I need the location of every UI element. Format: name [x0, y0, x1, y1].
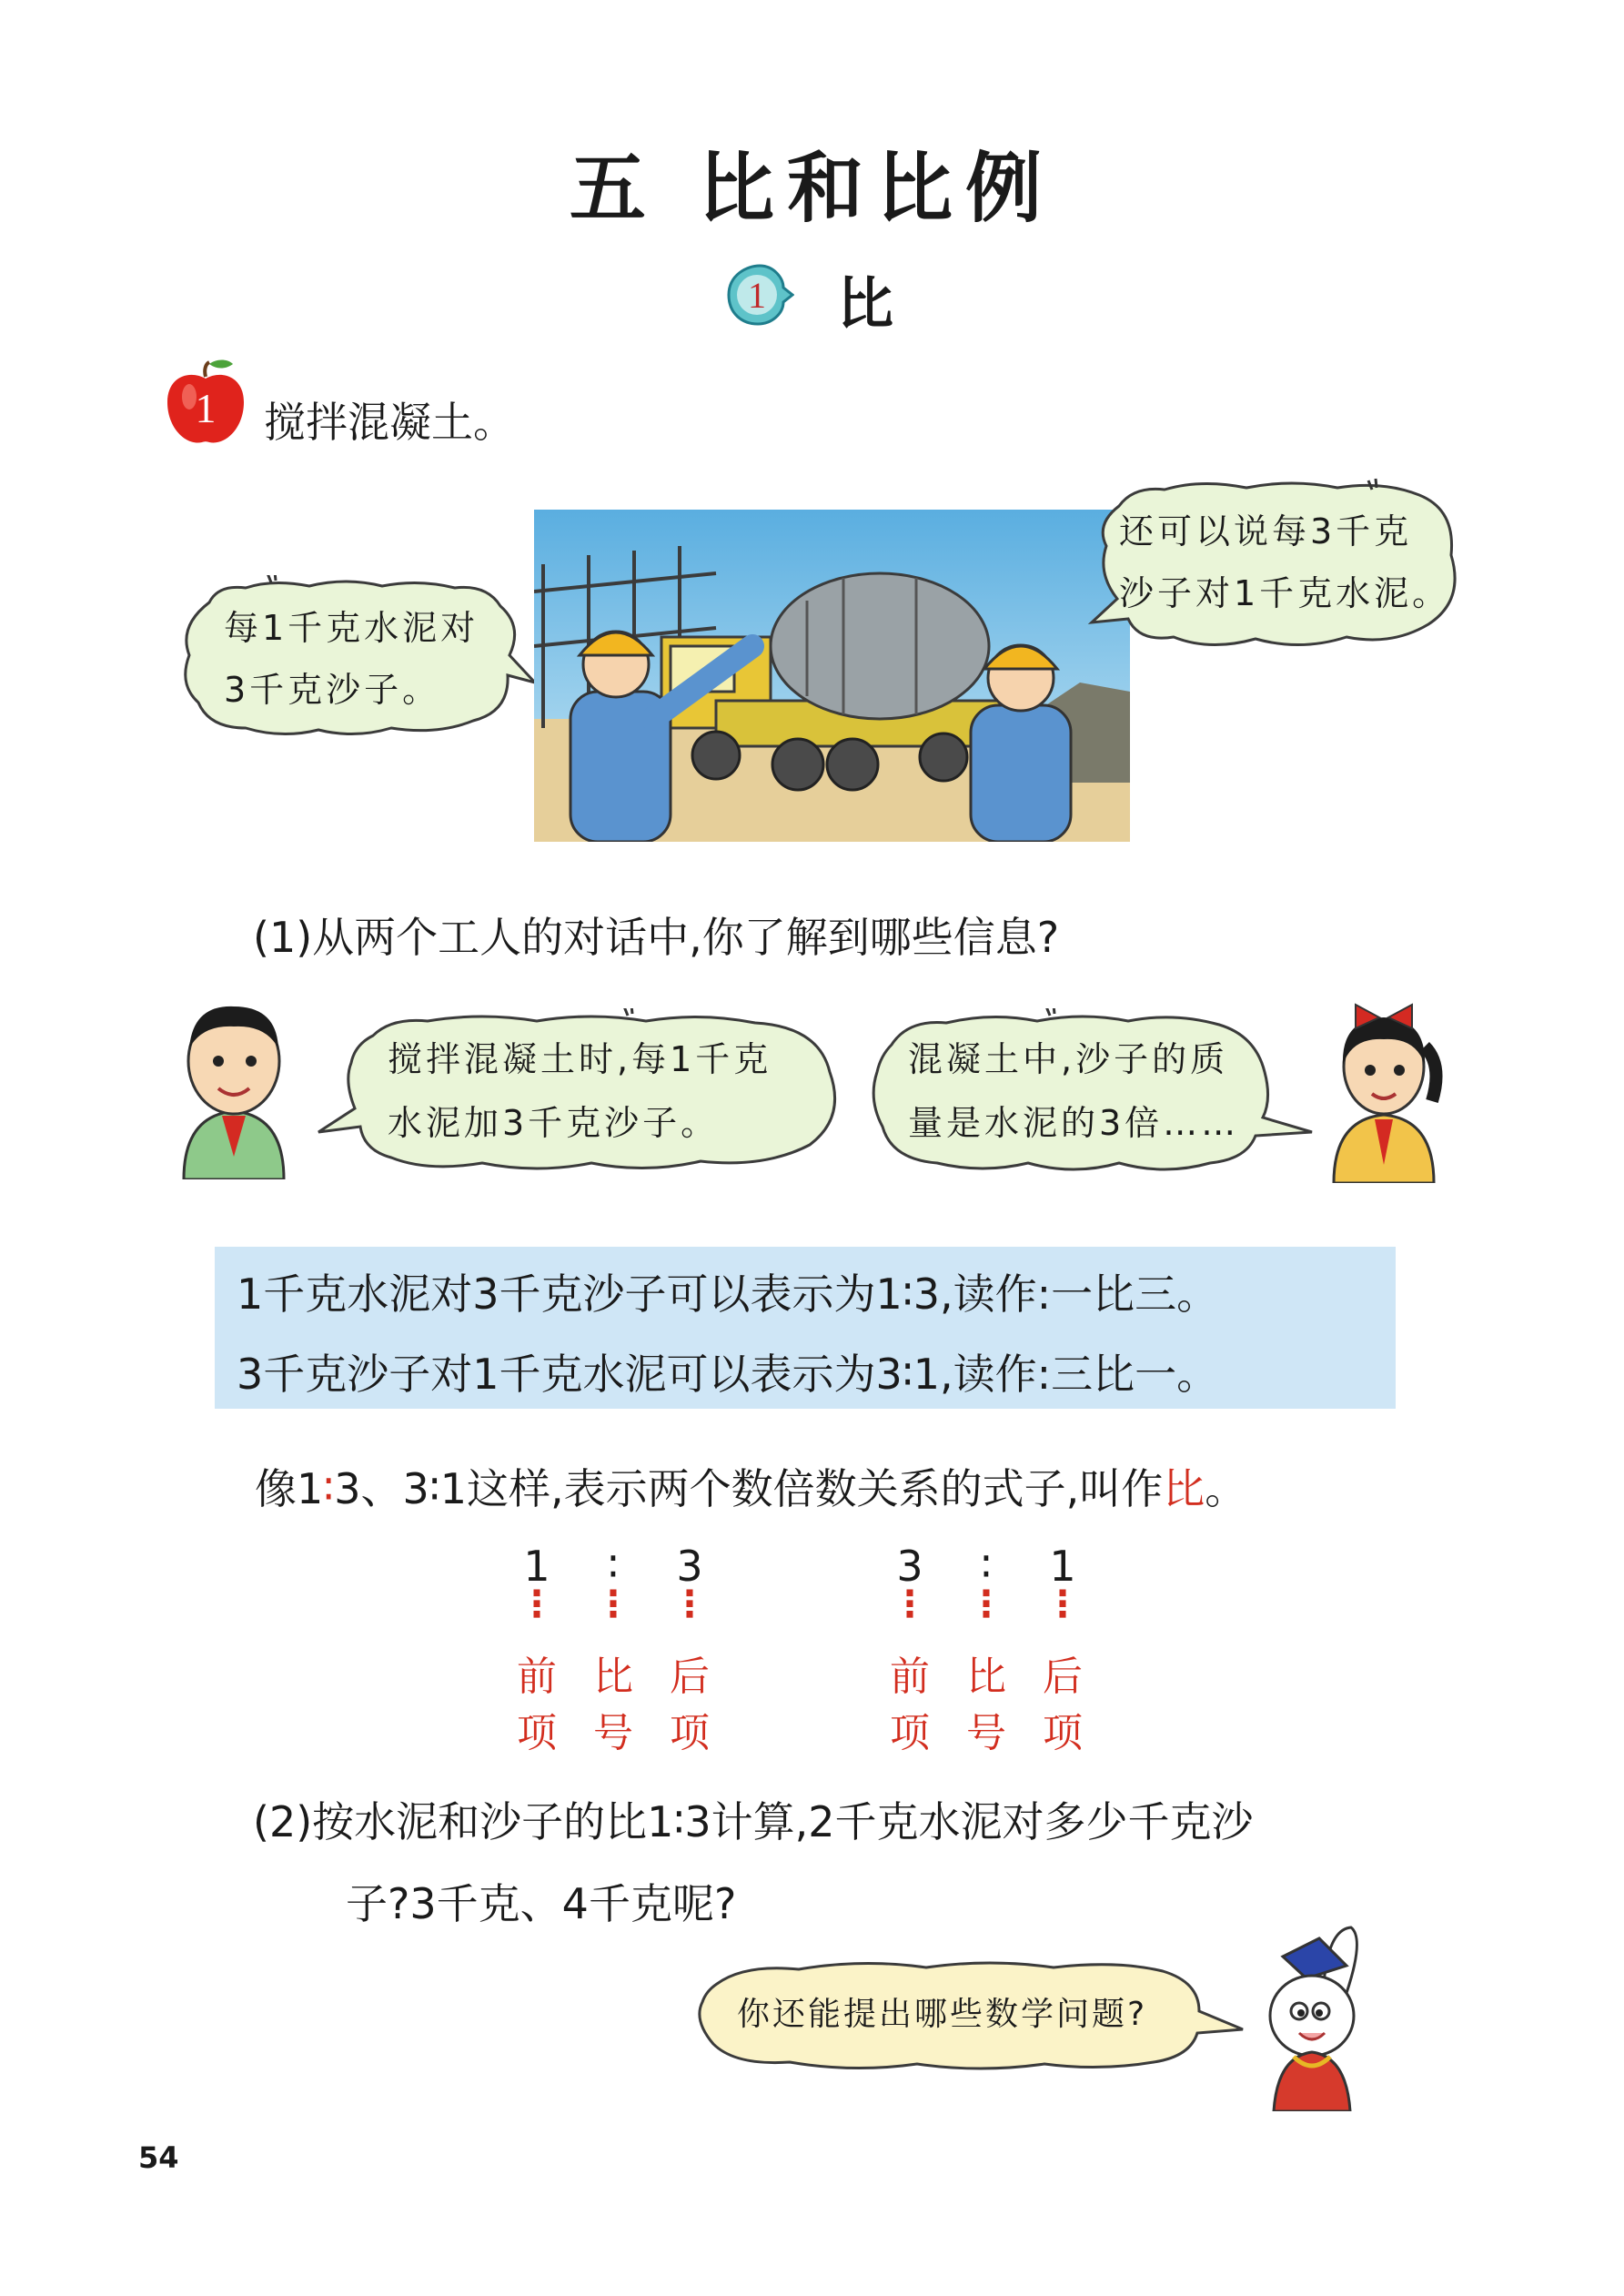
back-term-column: [662, 1538, 717, 1762]
boy-illustration: [166, 997, 302, 1179]
dotted-connector: ⋮: [1044, 1583, 1081, 1625]
ratio-diagram-1: [509, 1538, 737, 1775]
back-term: 3: [676, 1542, 703, 1591]
back-term: 1: [1049, 1542, 1076, 1591]
chapter-title: 五 比和比例: [569, 144, 1055, 233]
example-title: 搅拌混凝土。: [264, 398, 515, 447]
girl-bubble: [864, 1008, 1319, 1181]
construction-scene-illustration: [534, 510, 1130, 842]
back-term-label-1: 后: [670, 1654, 710, 1700]
bubble-line-1: 还可以说每3千克: [1119, 511, 1413, 551]
front-term-label-2: 项: [890, 1710, 930, 1756]
bubble-line-2: 水泥加3千克沙子。: [388, 1103, 720, 1143]
front-term-label-2: 项: [517, 1710, 557, 1756]
ratio-sign: ∶: [981, 1542, 992, 1591]
question-2-line-1: (2)按水泥和沙子的比1∶3计算,2千克水泥对多少千克沙: [253, 1797, 1254, 1846]
definition-term: 比: [1163, 1464, 1205, 1513]
section-heading: [723, 257, 960, 339]
question-2-line-2: 子?3千克、4千克呢?: [346, 1879, 737, 1928]
dotted-connector: ⋮: [671, 1583, 708, 1625]
front-term-column: [883, 1538, 937, 1762]
back-term-label-1: 后: [1043, 1654, 1083, 1700]
rabbit-illustration: [1246, 1920, 1383, 2111]
apple-number-icon: [162, 357, 249, 448]
girl-illustration: [1325, 983, 1443, 1183]
definition-prefix: 像1: [255, 1464, 324, 1513]
example-number: 1: [195, 385, 217, 431]
definition-colon: ∶: [323, 1464, 335, 1513]
dotted-connector: ⋮: [595, 1583, 631, 1625]
ratio-diagram-2: [883, 1538, 1110, 1775]
bubble-line-1: 每1千克水泥对: [224, 608, 479, 648]
front-term-label-1: 前: [890, 1654, 930, 1700]
back-term-label-2: 项: [1043, 1710, 1083, 1756]
info-line-1: 1千克水泥对3千克沙子可以表示为1∶3,读作:一比三。: [237, 1269, 1219, 1319]
question-1: (1)从两个工人的对话中,你了解到哪些信息?: [253, 913, 1060, 962]
ratio-sign-label-2: 号: [593, 1710, 633, 1756]
section-number-badge-icon: [723, 262, 794, 328]
definition-middle: 3、3∶1这样,表示两个数倍数关系的式子,叫作: [334, 1464, 1164, 1513]
back-term-label-2: 项: [670, 1710, 710, 1756]
bubble-line-1: 混凝土中,沙子的质: [908, 1039, 1229, 1079]
ratio-sign: ∶: [608, 1542, 619, 1591]
bubble-line-2: 量是水泥的3倍……: [908, 1103, 1240, 1143]
dotted-connector: ⋮: [892, 1583, 928, 1625]
ratio-sign-column: [586, 1538, 641, 1762]
ratio-sign-label-2: 号: [966, 1710, 1006, 1756]
left-worker-bubble: [173, 575, 537, 743]
ratio-definition: [255, 1456, 1246, 1516]
section-number: 1: [748, 275, 766, 316]
right-worker-bubble: [1064, 473, 1474, 664]
info-line-2: 3千克沙子对1千克水泥可以表示为3∶1,读作:三比一。: [237, 1350, 1219, 1399]
info-box: [215, 1247, 1396, 1409]
rabbit-bubble: [681, 1957, 1245, 2075]
bubble-line-2: 沙子对1千克水泥。: [1119, 573, 1451, 613]
bubble-line-1: 搅拌混凝土时,每1千克: [388, 1039, 772, 1079]
section-label: 比: [837, 270, 894, 337]
definition-suffix: 。: [1205, 1464, 1247, 1513]
dotted-connector: ⋮: [968, 1583, 1004, 1625]
dotted-connector: ⋮: [519, 1583, 555, 1625]
bubble-line-2: 3千克沙子。: [224, 670, 441, 710]
front-term: 3: [896, 1542, 923, 1591]
ratio-sign-column: [959, 1538, 1014, 1762]
bubble-text: 你还能提出哪些数学问题?: [737, 1996, 1148, 2033]
boy-bubble: [309, 1008, 855, 1181]
ratio-sign-label-1: 比: [966, 1654, 1006, 1700]
page-number: 54: [138, 2140, 179, 2175]
back-term-column: [1035, 1538, 1090, 1762]
ratio-sign-label-1: 比: [593, 1654, 633, 1700]
front-term-label-1: 前: [517, 1654, 557, 1700]
front-term-column: [509, 1538, 564, 1762]
front-term: 1: [523, 1542, 550, 1591]
